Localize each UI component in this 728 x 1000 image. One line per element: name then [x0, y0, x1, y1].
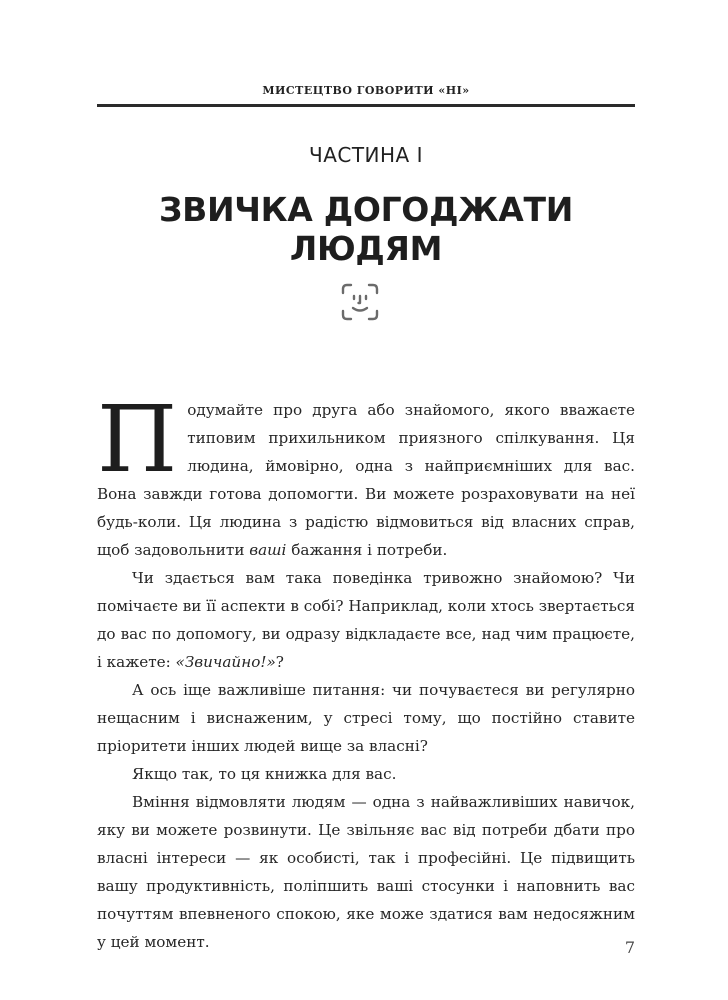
paragraph-2-emphasis: «Звичайно!»: [175, 653, 276, 671]
running-head-title: МИСТЕЦТВО ГОВОРИТИ «НІ»: [262, 84, 470, 97]
paragraph-4: Якщо так, то ця книжка для вас.: [132, 765, 397, 783]
chapter-title: ЗВИЧКА ДОГОДЖАТИ ЛЮДЯМ: [158, 190, 574, 268]
paragraph-1-text: одумайте про друга або знайомого, якого вважаєте типовим прихильником приязного спілкування. Ця людина, ймовірно, одна з найприємніших для вас. Вона завжди готова допомогти. Ви можете розраховувати на неї будь-коли. Ця людина з радістю відмовиться від власних справ, щоб задовольнити: [97, 401, 635, 559]
paragraph-3: А ось іще важливіше питання: чи почуваєтеся ви регулярно нещасним і виснаженим, у стресі тому, що постійно ставите пріоритети інших людей вище за власні?: [97, 681, 635, 755]
paragraph-5: Вміння відмовляти людям — одна з найважливіших навичок, яку ви можете розвинути. Це звільняє вас від потреби дбати про власні інтереси — як особисті, так і професійні. Це підвищить вашу продуктивність, поліпшить ваші стосунки і наповнить вас почуттям впевненого спокою, яке може здатися вам недосяжним у цей момент.: [97, 793, 635, 951]
header-rule: [97, 104, 635, 107]
paragraph-2-text: Чи здається вам така поведінка тривожно знайомою? Чи помічаєте ви її аспекти в собі? Наприклад, коли хтось звертається до вас по допомогу, ви одразу відкладаєте все, над чим працюєте, і кажете:: [97, 569, 635, 671]
paragraph-1: [97, 386, 635, 564]
paragraph-2-tail: ?: [275, 653, 284, 671]
page-number: 7: [624, 938, 635, 957]
paragraph-1-emphasis: ваші: [249, 541, 287, 559]
smiling-face-scan-icon: [340, 282, 380, 322]
paragraph-1-tail: бажання і потреби.: [286, 541, 448, 559]
paragraph-2: [97, 564, 635, 676]
drop-cap: П: [97, 386, 178, 493]
body-text: [97, 386, 635, 956]
part-label: ЧАСТИНА І: [308, 143, 423, 167]
